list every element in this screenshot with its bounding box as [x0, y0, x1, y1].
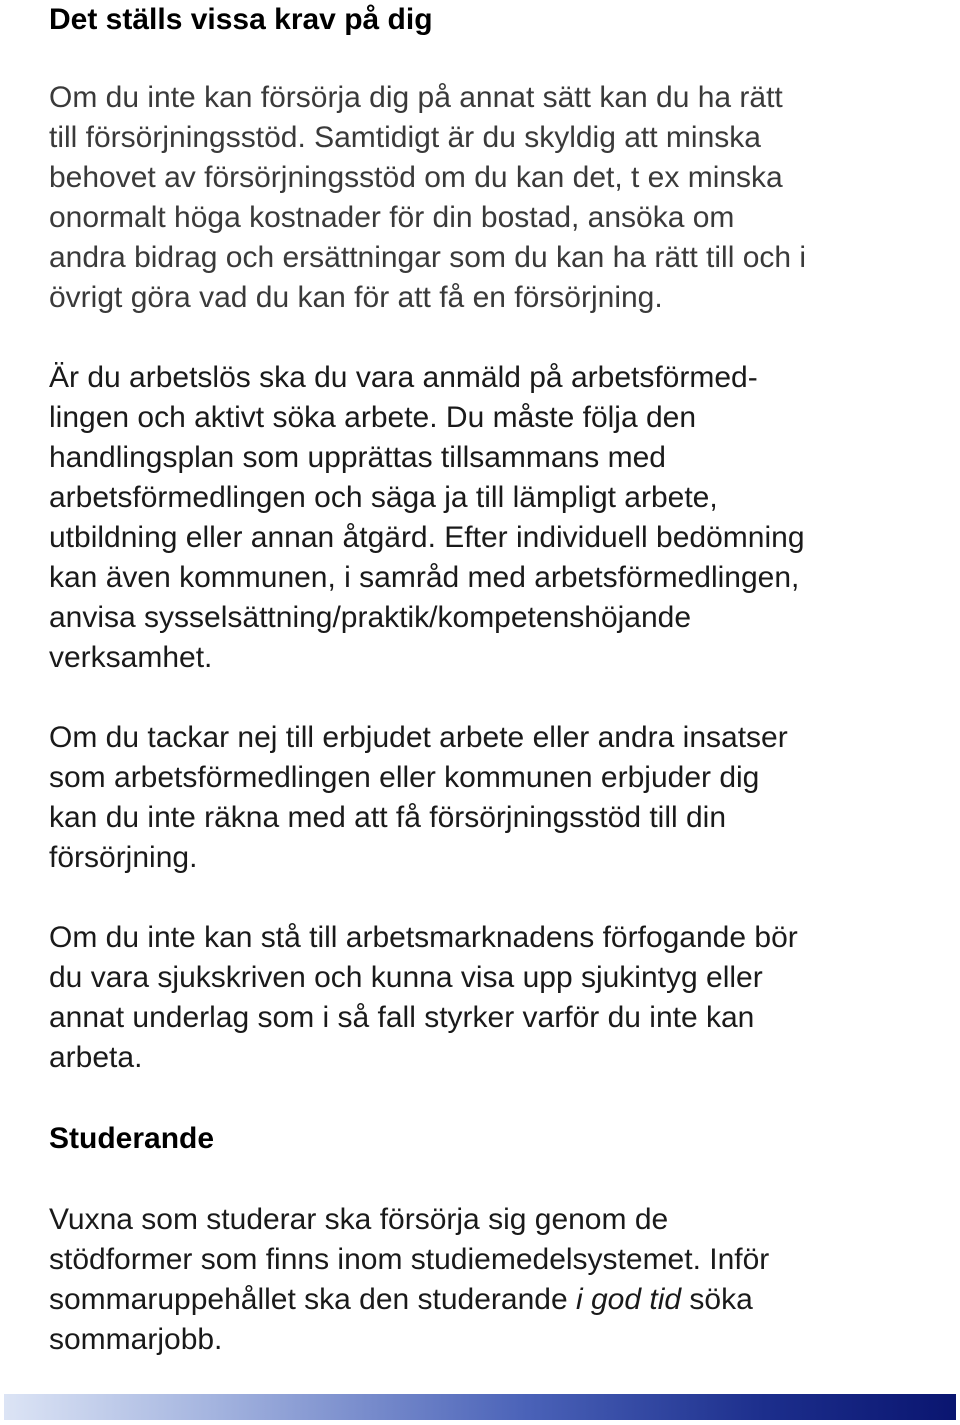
- section-heading-studerande: Studerande: [49, 1122, 215, 1155]
- paragraph-line: verksamhet.: [49, 641, 213, 674]
- paragraph-line: Är du arbetslös ska du vara anmäld på arbetsförmed-: [49, 361, 758, 394]
- paragraph-4: [49, 918, 798, 1078]
- paragraph-line: arbeta.: [49, 1041, 143, 1074]
- paragraph-students: [49, 1200, 769, 1360]
- paragraph-line: du vara sjukskriven och kunna visa upp sjukintyg eller: [49, 961, 763, 994]
- paragraph-line-with-emphasis: [49, 1280, 769, 1320]
- paragraph-line: lingen och aktivt söka arbete. Du måste följa den: [49, 401, 697, 434]
- paragraph-1: [49, 78, 806, 318]
- paragraph-line: till försörjningsstöd. Samtidigt är du skyldig att minska: [49, 121, 761, 154]
- paragraph-line: kan även kommunen, i samråd med arbetsförmedlingen,: [49, 561, 800, 594]
- paragraph-line: andra bidrag och ersättningar som du kan ha rätt till och i: [49, 241, 807, 274]
- paragraph-line: sommarjobb.: [49, 1323, 223, 1356]
- paragraph-line: försörjning.: [49, 841, 198, 874]
- emphasis-text: i god tid: [576, 1283, 682, 1316]
- page-title: Det ställs vissa krav på dig: [49, 3, 433, 36]
- paragraph-line: Om du inte kan försörja dig på annat sätt kan du ha rätt: [49, 81, 783, 114]
- paragraph-line: övrigt göra vad du kan för att få en försörjning.: [49, 281, 663, 314]
- paragraph-line: Om du inte kan stå till arbetsmarknadens förfogande bör: [49, 921, 798, 954]
- paragraph-line: Vuxna som studerar ska försörja sig genom de: [49, 1203, 669, 1236]
- paragraph-line: onormalt höga kostnader för din bostad, ansöka om: [49, 201, 735, 234]
- footer-gradient-bar: [4, 1394, 956, 1420]
- text-fragment: söka: [681, 1283, 753, 1316]
- paragraph-line: handlingsplan som upprättas tillsammans med: [49, 441, 666, 474]
- paragraph-line: arbetsförmedlingen och säga ja till lämpligt arbete,: [49, 481, 718, 514]
- paragraph-line: Om du tackar nej till erbjudet arbete eller andra insatser: [49, 721, 788, 754]
- paragraph-line: annat underlag som i så fall styrker varför du inte kan: [49, 1001, 755, 1034]
- paragraph-line: utbildning eller annan åtgärd. Efter individuell bedömning: [49, 521, 805, 554]
- paragraph-2: [49, 358, 805, 678]
- paragraph-line: kan du inte räkna med att få försörjningsstöd till din: [49, 801, 727, 834]
- paragraph-line: som arbetsförmedlingen eller kommunen erbjuder dig: [49, 761, 760, 794]
- paragraph-3: [49, 718, 788, 878]
- paragraph-line: stödformer som finns inom studiemedelsystemet. Inför: [49, 1243, 770, 1276]
- paragraph-line: anvisa sysselsättning/praktik/kompetenshöjande: [49, 601, 692, 634]
- paragraph-line: behovet av försörjningsstöd om du kan det, t ex minska: [49, 161, 783, 194]
- text-fragment: sommaruppehållet ska den studerande: [49, 1283, 576, 1316]
